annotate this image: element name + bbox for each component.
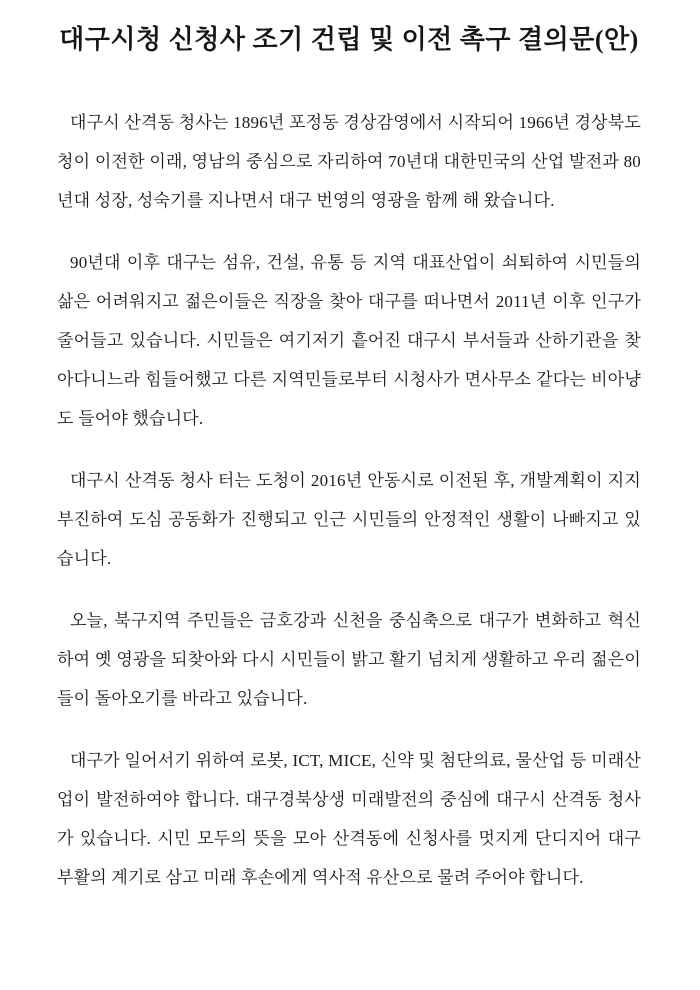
paragraph-history: 대구시 산격동 청사는 1896년 포정동 경상감영에서 시작되어 1966년 경상북도청이 이전한 이래, 영남의 중심으로 자리하여 70년대 대한민국의 산업 발전과 80년대 성장, 성숙기를 지나면서 대구 번영의 영광을 함께 해 왔습니다.: [57, 113, 641, 211]
document-title: 대구시청 신청사 조기 건립 및 이전 촉구 결의문(안): [59, 25, 639, 54]
paragraph-residents-hope: 오늘, 북구지역 주민들은 금호강과 신천을 중심축으로 대구가 변화하고 혁신하여 옛 영광을 되찾아와 다시 시민들이 밝고 활기 넘치게 생활하고 우리 젊은이들이 돌아오기를 바라고 있습니다.: [57, 611, 641, 709]
paragraph-future-industry: 대구가 일어서기 위하여 로봇, ICT, MICE, 신약 및 첨단의료, 물산업 등 미래산업이 발전하여야 합니다. 대구경북상생 미래발전의 중심에 대구시 산격동 청사가 있습니다. 시민 모두의 뜻을 모아 산격동에 신청사를 멋지게 단디지어 대구 부활의 계기로 삼고 미래 후손에게 역사적 유산으로 물려 주어야 합니다.: [57, 751, 641, 888]
paragraph-decline: 90년대 이후 대구는 섬유, 건설, 유통 등 지역 대표산업이 쇠퇴하여 시민들의 삶은 어려워지고 젊은이들은 직장을 찾아 대구를 떠나면서 2011년 이후 인구가 줄어들고 있습니다. 시민들은 여기저기 흩어진 대구시 부서들과 산하기관을 찾아다니느라 힘들어했고 다른 지역민들로부터 시청사가 면사무소 같다는 비아냥도 들어야 했습니다.: [57, 253, 641, 429]
paragraph-site-condition: 대구시 산격동 청사 터는 도청이 2016년 안동시로 이전된 후, 개발계획이 지지부진하여 도심 공동화가 진행되고 인근 시민들의 안정적인 생활이 나빠지고 있습니다.: [57, 471, 641, 569]
